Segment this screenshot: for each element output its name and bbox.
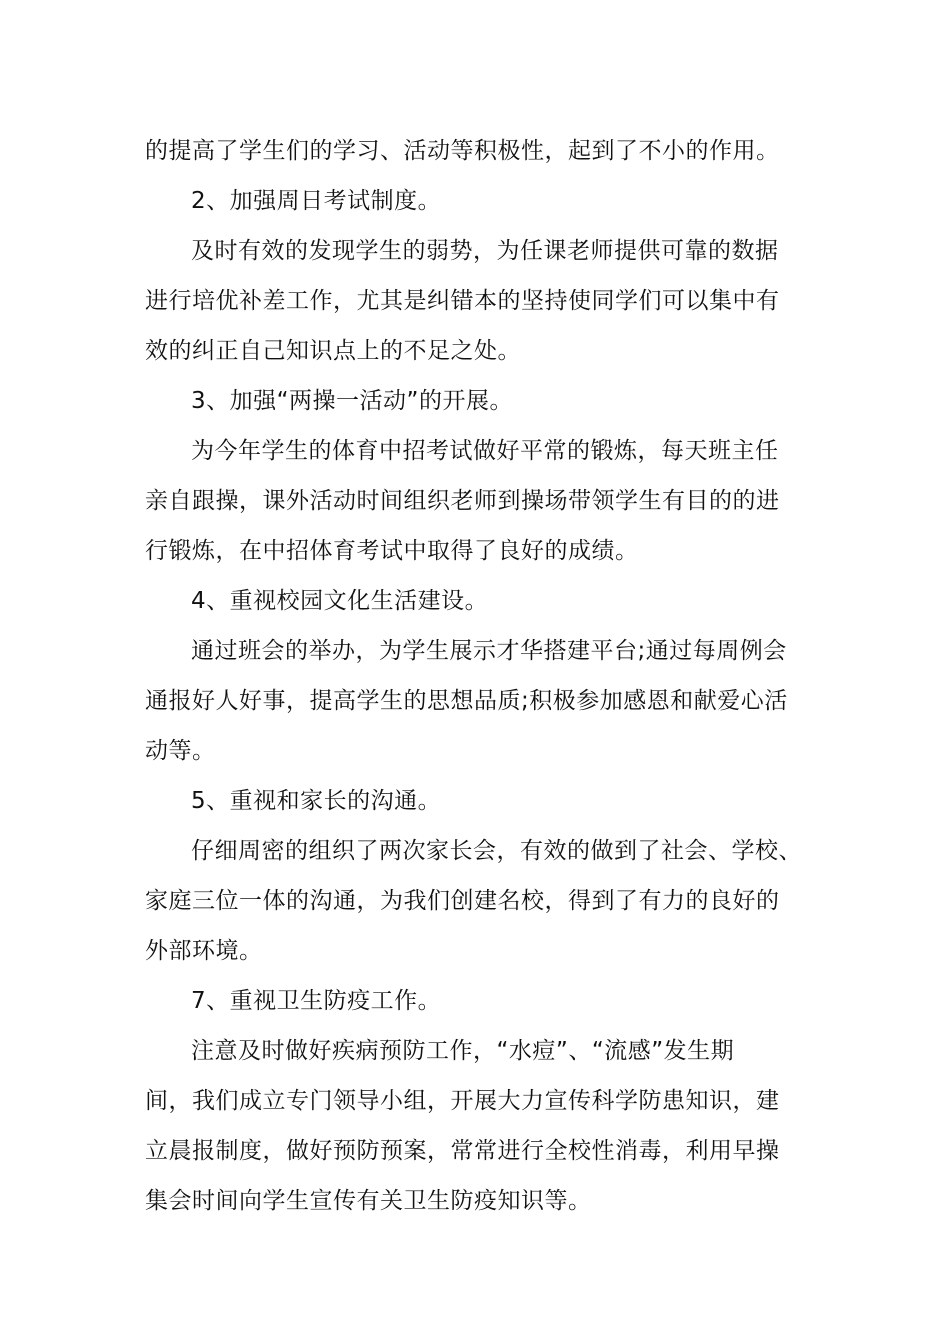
section-heading-2: 2、加强周日考试制度。 bbox=[191, 188, 442, 214]
paragraph-line: 及时有效的发现学生的弱势，为任课老师提供可靠的数据 bbox=[191, 238, 779, 264]
section-heading-4: 4、重视校园文化生活建设。 bbox=[191, 588, 489, 614]
paragraph-line: 亲自跟操，课外活动时间组织老师到操场带领学生有目的的进 bbox=[145, 488, 780, 514]
paragraph-line: 通过班会的举办，为学生展示才华搭建平台;通过每周例会 bbox=[191, 638, 787, 664]
section-heading-5: 5、重视和家长的沟通。 bbox=[191, 788, 442, 814]
paragraph-line: 进行培优补差工作，尤其是纠错本的坚持使同学们可以集中有 bbox=[145, 288, 780, 314]
paragraph-line: 间，我们成立专门领导小组，开展大力宣传科学防患知识，建 bbox=[145, 1088, 780, 1114]
paragraph-line: 动等。 bbox=[145, 738, 216, 764]
paragraph-line: 行锻炼，在中招体育考试中取得了良好的成绩。 bbox=[145, 538, 639, 564]
paragraph-line: 仔细周密的组织了两次家长会，有效的做到了社会、学校、 bbox=[191, 838, 802, 864]
paragraph-line: 效的纠正自己知识点上的不足之处。 bbox=[145, 338, 521, 364]
paragraph-line: 立晨报制度，做好预防预案，常常进行全校性消毒，利用早操 bbox=[145, 1138, 780, 1164]
paragraph-line: 为今年学生的体育中招考试做好平常的锻炼，每天班主任 bbox=[191, 438, 779, 464]
paragraph-line: 家庭三位一体的沟通，为我们创建名校，得到了有力的良好的 bbox=[145, 888, 780, 914]
paragraph-line: 注意及时做好疾病预防工作，“水痘”、“流感”发生期 bbox=[191, 1038, 735, 1064]
paragraph-continuation: 的提高了学生们的学习、活动等积极性，起到了不小的作用。 bbox=[145, 138, 780, 164]
section-heading-3: 3、加强“两操一活动”的开展。 bbox=[191, 388, 513, 414]
document-page bbox=[145, 126, 807, 1226]
section-heading-7: 7、重视卫生防疫工作。 bbox=[191, 988, 442, 1014]
paragraph-line: 外部环境。 bbox=[145, 938, 263, 964]
paragraph-line: 通报好人好事，提高学生的思想品质;积极参加感恩和献爱心活 bbox=[145, 688, 788, 714]
paragraph-line: 集会时间向学生宣传有关卫生防疫知识等。 bbox=[145, 1188, 592, 1214]
